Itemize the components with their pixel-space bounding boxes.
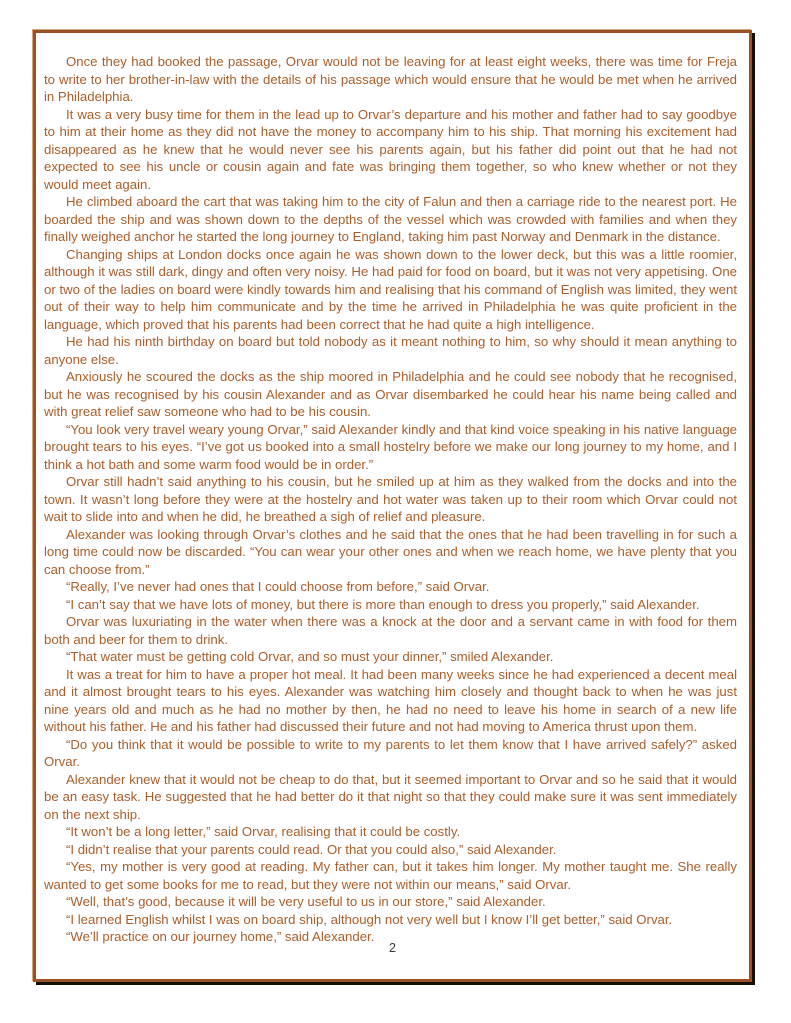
paragraph: “That water must be getting cold Orvar, and so must your dinner,” smiled Alexander. bbox=[66, 649, 554, 664]
paragraph: He climbed aboard the cart that was taking him to the city of Falun and then a carriage ride to the nearest port. He boarded the ship and was shown down to the depths of the vessel which was crowded with families and when they finally weighed anchor he started the long journey to England, taking him past Norway and Denmark in the distance. bbox=[44, 194, 737, 244]
paragraph: Once they had booked the passage, Orvar would not be leaving for at least eight weeks, there was time for Freja to write to her brother-in-law with the details of his passage which would ensure that he would be met when he arrived in Philadelphia. bbox=[44, 54, 737, 104]
paragraph: “Do you think that it would be possible to write to my parents to let them know that I have arrived safely?” asked Orvar. bbox=[44, 736, 737, 769]
paragraph: Alexander was looking through Orvar’s clothes and he said that the ones that he had been travelling in for such a long time could now be discarded. “You can wear your other ones and when we reach home, we have plenty that you can choose from.” bbox=[44, 526, 737, 577]
paragraph: “Well, that’s good, because it will be very useful to us in our store,” said Alexander. bbox=[66, 894, 546, 909]
paragraph: He had his ninth birthday on board but told nobody as it meant nothing to him, so why should it mean anything to anyone else. bbox=[44, 334, 737, 367]
paragraph: Orvar was luxuriating in the water when there was a knock at the door and a servant came in with food for them both and beer for them to drink. bbox=[44, 614, 737, 647]
paragraph: Orvar still hadn’t said anything to his cousin, but he smiled up at him as they walked from the docks and into the town. It wasn’t long before they were at the hostelry and hot water was taken up to their room which Orvar could not wait to slide into and when he did, he breathed a sigh of relief and pleasure. bbox=[44, 474, 737, 524]
paragraph: “I can’t say that we have lots of money, but there is more than enough to dress you properly,” said Alexander. bbox=[66, 596, 700, 612]
paragraph: It was a very busy time for them in the lead up to Orvar’s departure and his mother and father had to say goodbye to him at their home as they did not have the money to accompany him to his ship. That morning his excitement had disappeared as he knew that he would never see his parents again, but his father did point out that he had not expected to see his uncle or cousin again and fate was bringing them together, so who knew whether or not they would meet again. bbox=[44, 106, 737, 192]
paragraph: “Really, I’ve never had ones that I could choose from before,” said Orvar. bbox=[66, 579, 490, 594]
page-border-frame bbox=[33, 30, 752, 982]
paragraph: “We’ll practice on our journey home,” said Alexander. bbox=[66, 929, 375, 944]
paragraph: “I learned English whilst I was on board ship, although not very well but I know I’ll get better,” said Orvar. bbox=[66, 911, 673, 927]
paragraph: Anxiously he scoured the docks as the ship moored in Philadelphia and he could see nobody that he recognised, but he was recognised by his cousin Alexander and as Orvar disembarked he could hear his name being called and with great relief saw someone who had to be his cousin. bbox=[44, 369, 737, 419]
paragraph: “You look very travel weary young Orvar,” said Alexander kindly and that kind voice speaking in his native language brought tears to his eyes. “I’ve got us booked into a small hostelry before we make our long journey to my home, and I think a hot bath and some warm food would be in order.” bbox=[44, 421, 737, 472]
story-text bbox=[44, 53, 737, 946]
paragraph: It was a treat for him to have a proper hot meal. It had been many weeks since he had experienced a decent meal and it almost brought tears to his eyes. Alexander was watching him closely and thought back to when he was just nine years old and much as he had no mother by then, he had no need to leave his home in search of a new life without his father. He and his father had discussed their future and not had moving to America thrust upon them. bbox=[44, 666, 737, 734]
page-number: 2 bbox=[389, 941, 396, 955]
paragraph: “It won’t be a long letter,” said Orvar, realising that it could be costly. bbox=[66, 824, 461, 839]
paragraph: “I didn’t realise that your parents could read. Or that you could also,” said Alexander. bbox=[66, 841, 557, 857]
paragraph: “Yes, my mother is very good at reading. My father can, but it takes him longer. My mother taught me. She really wanted to get some books for me to read, but they were not within our means,” said Orvar. bbox=[44, 859, 737, 892]
paragraph: Changing ships at London docks once again he was shown down to the lower deck, but this was a little roomier, although it was still dark, dingy and often very noisy. He had paid for food on board, but it was not very appetising. One or two of the ladies on board were kindly towards him and realising that his command of English was limited, they went out of their way to help him communicate and by the time he arrived in Philadelphia he was quite proficient in the language, which proved that his parents had been correct that he had quite a high intelligence. bbox=[44, 246, 737, 332]
paragraph: Alexander knew that it would not be cheap to do that, but it seemed important to Orvar and so he said that it would be an easy task. He suggested that he had better do it that night so that they could make sure it was sent immediately on the next ship. bbox=[44, 771, 737, 822]
